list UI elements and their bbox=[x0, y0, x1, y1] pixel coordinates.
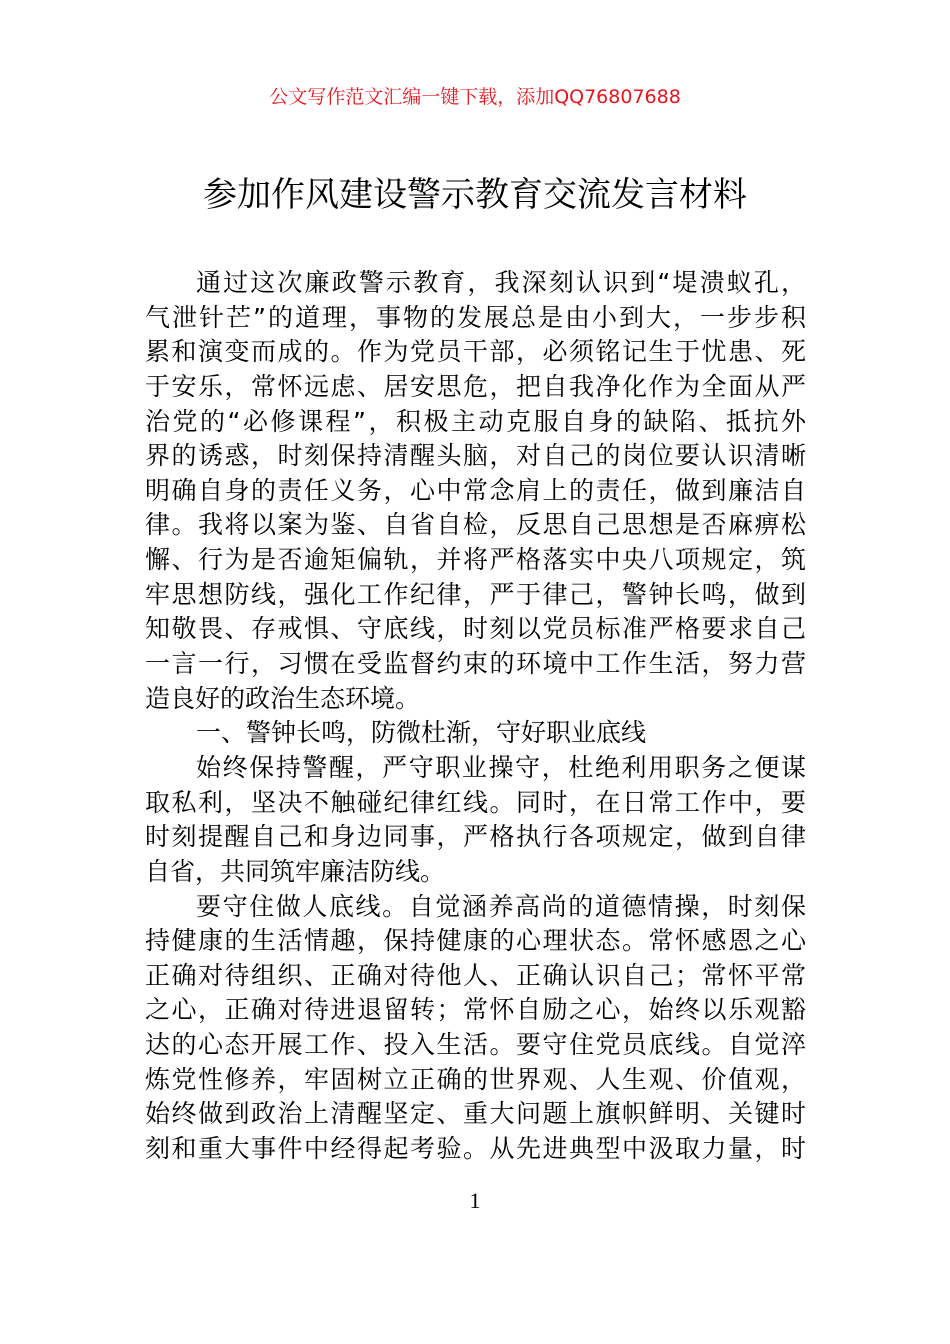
text-line: 牢思想防线，强化工作纪律，严于律己，警钟长鸣，做到 bbox=[145, 579, 806, 609]
text-line: 于安乐，常怀远虑、居安思危，把自我净化作为全面从严 bbox=[145, 371, 806, 401]
text-line: 达的心态开展工作、投入生活。要守住党员底线。自觉淬 bbox=[145, 1030, 806, 1060]
text-line: 气泄针芒”的道理，事物的发展总是由小到大，一步步积 bbox=[145, 302, 806, 332]
text-line: 要守住做人底线。自觉涵养高尚的道德情操，时刻保 bbox=[196, 891, 806, 921]
document-title: 参加作风建设警示教育交流发言材料 bbox=[203, 175, 747, 215]
text-line: 时刻提醒自己和身边同事，严格执行各项规定，做到自律 bbox=[145, 822, 806, 852]
text-line: 明确自身的责任义务，心中常念肩上的责任，做到廉洁自 bbox=[145, 475, 806, 505]
text-line: 通过这次廉政警示教育，我深刻认识到“堤溃蚁孔， bbox=[196, 268, 806, 297]
text-line: 界的诱惑，时刻保持清醒头脑，对自己的岗位要认识清晰 bbox=[145, 441, 806, 471]
document-body bbox=[145, 266, 806, 1167]
text-line: 懈、行为是否逾矩偏轨，并将严格落实中央八项规定，筑 bbox=[145, 545, 806, 575]
text-line: 自省，共同筑牢廉洁防线。 bbox=[145, 856, 446, 886]
text-line: 累和演变而成的。作为党员干部，必须铭记生于忧患、死 bbox=[145, 337, 806, 367]
text-line: 刻和重大事件中经得起考验。从先进典型中汲取力量，时 bbox=[145, 1134, 806, 1164]
text-line: 取私利，坚决不触碰纪律红线。同时，在日常工作中，要 bbox=[145, 787, 806, 817]
text-line: 炼党性修养，牢固树立正确的世界观、人生观、价值观， bbox=[145, 1064, 806, 1094]
page-number: 1 bbox=[469, 1188, 481, 1213]
section-heading: 一、警钟长鸣，防微杜渐，守好职业底线 bbox=[196, 718, 647, 748]
text-line: 始终保持警醒，严守职业操守，杜绝利用职务之便谋 bbox=[196, 752, 806, 782]
text-line: 持健康的生活情趣，保持健康的心理状态。常怀感恩之心 bbox=[145, 926, 806, 956]
text-line: 正确对待组织、正确对待他人、正确认识自己；常怀平常 bbox=[145, 960, 806, 990]
text-line: 造良好的政治生态环境。 bbox=[145, 683, 421, 713]
text-line: 始终做到政治上清醒坚定、重大问题上旗帜鲜明、关键时 bbox=[145, 1099, 806, 1129]
download-banner: 公文写作范文汇编一键下载，添加QQ76807688 bbox=[269, 86, 681, 108]
text-line: 治党的“必修课程”，积极主动克服自身的缺陷、抵抗外 bbox=[145, 406, 806, 436]
text-line: 知敬畏、存戒惧、守底线，时刻以党员标准严格要求自己 bbox=[145, 614, 806, 644]
text-line: 律。我将以案为鉴、自省自检，反思自己思想是否麻痹松 bbox=[145, 510, 806, 540]
text-line: 之心，正确对待进退留转；常怀自励之心，始终以乐观豁 bbox=[145, 995, 806, 1025]
text-line: 一言一行，习惯在受监督约束的环境中工作生活，努力营 bbox=[145, 649, 806, 679]
